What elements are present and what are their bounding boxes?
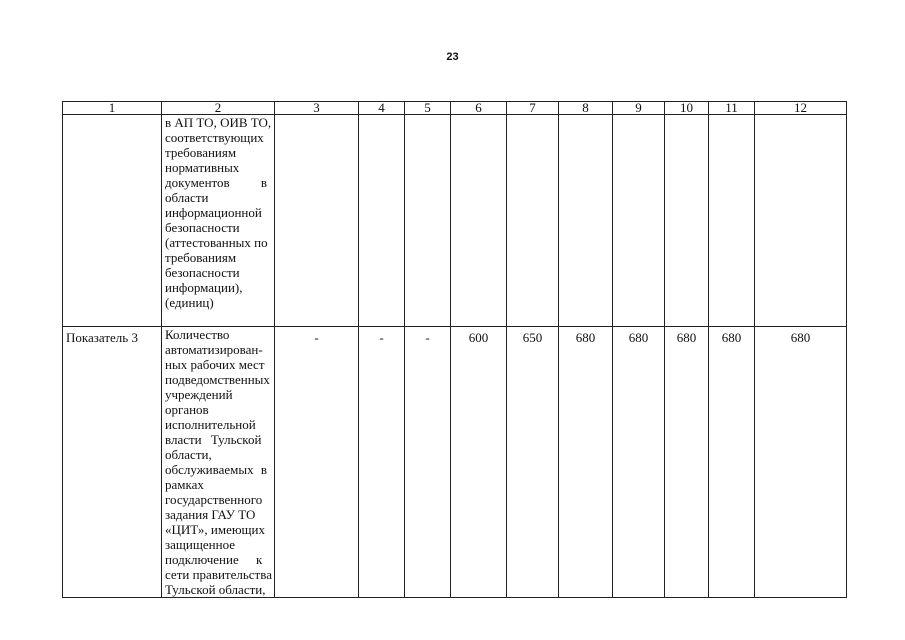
- column-header: 8: [559, 102, 613, 115]
- description-line: сети правительства: [165, 567, 272, 582]
- description-line: области,: [165, 447, 212, 462]
- description-line: безопасности: [165, 265, 240, 280]
- description-line: задания ГАУ ТО: [165, 507, 256, 522]
- value-cell: [755, 115, 847, 327]
- value-cell: [709, 115, 755, 327]
- description-line: подключение к: [165, 552, 263, 567]
- column-header: 9: [613, 102, 665, 115]
- description-line: в АП ТО, ОИВ ТО,: [165, 115, 272, 130]
- column-header: 6: [451, 102, 507, 115]
- column-header: 4: [359, 102, 405, 115]
- table-row: [63, 327, 847, 598]
- description-line: (единиц): [165, 295, 214, 310]
- value-cell: 680: [613, 327, 665, 598]
- value-cell: -: [275, 327, 359, 598]
- description-line: нормативных: [165, 160, 240, 175]
- value-cell: 680: [559, 327, 613, 598]
- description-line: требованиям: [165, 145, 237, 160]
- value-cell: [405, 115, 451, 327]
- column-header: 2: [162, 102, 275, 115]
- description-line: подведомственных: [165, 372, 270, 387]
- description-line: (аттестованных по: [165, 235, 268, 250]
- column-header: 11: [709, 102, 755, 115]
- value-cell: 680: [755, 327, 847, 598]
- description-line: защищенное: [165, 537, 235, 552]
- value-cell: [613, 115, 665, 327]
- description-line: рамках: [165, 477, 204, 492]
- column-header: 5: [405, 102, 451, 115]
- value-cell: [559, 115, 613, 327]
- column-header: 3: [275, 102, 359, 115]
- column-header: 1: [63, 102, 162, 115]
- description-line: автоматизирован-: [165, 342, 263, 357]
- column-header: 7: [507, 102, 559, 115]
- value-cell: 680: [709, 327, 755, 598]
- description-line: государственного: [165, 492, 263, 507]
- description-line: исполнительной: [165, 417, 256, 432]
- description-line: Количество: [165, 327, 230, 342]
- table-header-row: [63, 102, 847, 115]
- description-line: безопасности: [165, 220, 240, 235]
- description-line: документов в: [165, 175, 268, 190]
- description-line: власти Тульской: [165, 432, 262, 447]
- value-cell: -: [359, 327, 405, 598]
- description-line: требованиям: [165, 250, 237, 265]
- description-line: соответствующих: [165, 130, 264, 145]
- description-line: информационной: [165, 205, 262, 220]
- description-line: информации),: [165, 280, 243, 295]
- value-cell: -: [405, 327, 451, 598]
- description-line: области: [165, 190, 209, 205]
- description-line: обслуживаемых в: [165, 462, 267, 477]
- value-cell: [359, 115, 405, 327]
- indicator-table: [62, 101, 847, 598]
- value-cell: [451, 115, 507, 327]
- row-label: Показатель 3: [63, 327, 162, 598]
- value-cell: 680: [665, 327, 709, 598]
- row-label: [63, 115, 162, 327]
- page-number: 23: [446, 51, 459, 63]
- column-header: 12: [755, 102, 847, 115]
- value-cell: [275, 115, 359, 327]
- value-cell: [665, 115, 709, 327]
- description-line: учреждений: [165, 387, 233, 402]
- description-line: «ЦИТ», имеющих: [165, 522, 266, 537]
- value-cell: [507, 115, 559, 327]
- value-cell: 600: [451, 327, 507, 598]
- description-line: ных рабочих мест: [165, 357, 265, 372]
- column-header: 10: [665, 102, 709, 115]
- row-description: [162, 327, 275, 598]
- description-line: органов: [165, 402, 209, 417]
- value-cell: 650: [507, 327, 559, 598]
- description-line: Тульской области,: [165, 582, 266, 597]
- table-row: [63, 115, 847, 327]
- row-description: [162, 115, 275, 327]
